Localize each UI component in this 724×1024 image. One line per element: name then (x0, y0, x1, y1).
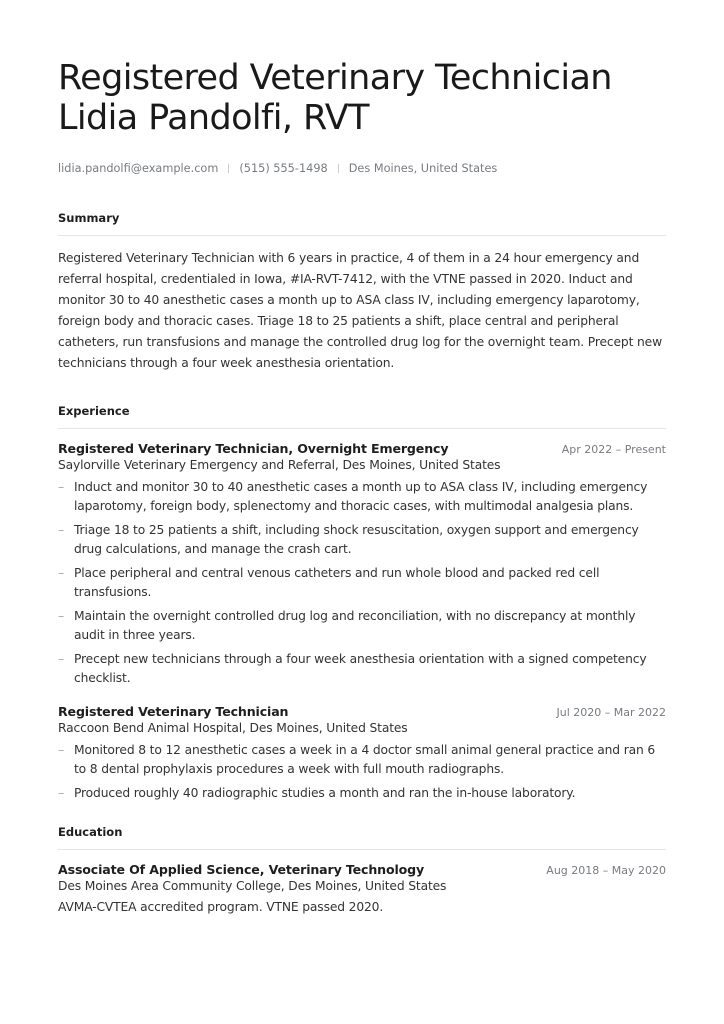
job-dates: Apr 2022 – Present (561, 443, 666, 456)
education-section (58, 825, 666, 914)
job-bullet-text: Monitored 8 to 12 anesthetic cases a week in a 4 doctor small animal general practice and ran 6 to 8 dental prophylaxis procedures a week with full mouth radiographs. (74, 743, 656, 776)
education-header (58, 862, 666, 877)
job-title: Registered Veterinary Technician (58, 704, 289, 719)
experience-section (58, 404, 666, 803)
education-entry (58, 862, 666, 914)
phone-number[interactable]: (515) 555-1498 (239, 162, 328, 175)
job-bullet (58, 784, 666, 803)
job-header (58, 441, 666, 456)
dash-icon: – (58, 652, 64, 666)
job-bullet-list (58, 741, 666, 803)
experience-heading: Experience (58, 404, 666, 429)
location-text: Des Moines, United States (348, 162, 498, 175)
contact-line (58, 162, 666, 175)
job-dates: Jul 2020 – Mar 2022 (556, 706, 666, 719)
job-header (58, 704, 666, 719)
education-note: AVMA-CVTEA accredited program. VTNE passed 2020. (58, 900, 384, 914)
job-bullet-text: Place peripheral and central venous catheters and run whole blood and packed red cell transfusions. (74, 566, 600, 599)
job-bullet-text: Triage 18 to 25 patients a shift, including shock resuscitation, oxygen support and emergency drug calculations, and manage the crash cart. (74, 523, 639, 556)
job-bullet (58, 650, 666, 688)
summary-text: Registered Veterinary Technician with 6 years in practice, 4 of them in a 24 hour emergency and referral hospital, credentialed in Iowa, #IA-RVT-7412, with the VTNE passed in 2020. Induct and monitor 30 to 40 anesthetic cases a month up to ASA class IV, including emergency laparotomy, foreign body and thoracic cases. Triage 18 to 25 patients a shift, place central and peripheral catheters, run transfusions and manage the controlled drug log for the overnight team. Precept new technicians through a four week anesthesia orientation. (58, 251, 662, 370)
job-employer: Saylorville Veterinary Emergency and Referral, Des Moines, United States (58, 458, 501, 472)
contact-divider (228, 164, 229, 173)
job-employer: Raccoon Bend Animal Hospital, Des Moines, United States (58, 721, 408, 735)
contact-divider (338, 164, 339, 173)
school-name: Des Moines Area Community College, Des Moines, United States (58, 879, 447, 893)
summary-heading: Summary (58, 211, 666, 236)
email-link[interactable]: lidia.pandolfi@example.com (58, 162, 219, 175)
job-title: Registered Veterinary Technician, Overnight Emergency (58, 441, 449, 456)
job-bullet-text: Induct and monitor 30 to 40 anesthetic cases a month up to ASA class IV, including emergency laparotomy, foreign body, splenectomy and thoracic cases, with multimodal analgesia plans. (74, 480, 648, 513)
dash-icon: – (58, 523, 64, 537)
dash-icon: – (58, 743, 64, 757)
job-bullet (58, 741, 666, 779)
job-entry (58, 704, 666, 803)
job-bullet-text: Produced roughly 40 radiographic studies a month and ran the in-house laboratory. (74, 786, 576, 800)
candidate-name: Lidia Pandolfi, RVT (58, 98, 369, 138)
job-bullet-text: Maintain the overnight controlled drug log and reconciliation, with no discrepancy at monthly audit in three years. (74, 609, 636, 642)
job-entry (58, 441, 666, 688)
dash-icon: – (58, 480, 64, 494)
dash-icon: – (58, 566, 64, 580)
dash-icon: – (58, 609, 64, 623)
job-bullet-text: Precept new technicians through a four week anesthesia orientation with a signed competency checklist. (74, 652, 647, 685)
education-heading: Education (58, 825, 666, 850)
job-title-heading: Registered Veterinary Technician (58, 58, 612, 98)
job-bullet (58, 521, 666, 559)
dash-icon: – (58, 786, 64, 800)
job-bullet (58, 478, 666, 516)
job-bullet (58, 564, 666, 602)
education-dates: Aug 2018 – May 2020 (546, 864, 666, 877)
degree-title: Associate Of Applied Science, Veterinary Technology (58, 862, 425, 877)
summary-section (58, 211, 666, 374)
resume-header (58, 0, 666, 175)
job-bullet-list (58, 478, 666, 688)
job-bullet (58, 607, 666, 645)
